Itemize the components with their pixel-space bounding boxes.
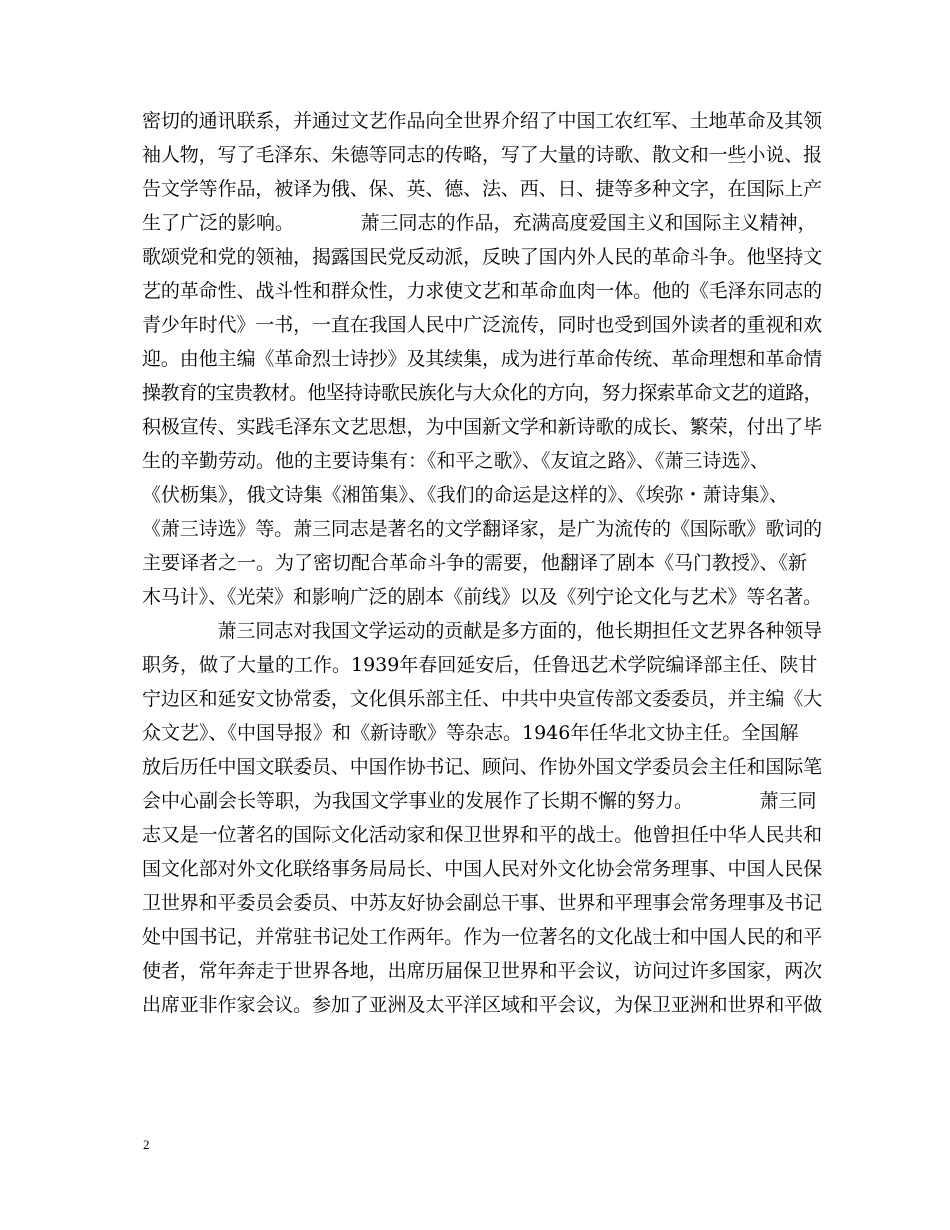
text-line: 出席亚非作家会议。参加了亚洲及太平洋区域和平会议，为保卫亚洲和世界和平做 (142, 994, 822, 1016)
text-line: 《伏枥集》，俄文诗集《湘笛集》、《我们的命运是这样的》、《埃弥・萧诗集》、 (142, 484, 789, 506)
text-line: 会中心副会长等职，为我国文学事业的发展作了长期不懈的努力。 萧三同 (142, 790, 817, 812)
text-line: 积极宣传、实践毛泽东文艺思想，为中国新文学和新诗歌的成长、繁荣，付出了毕 (142, 416, 822, 438)
page-number: 2 (143, 1137, 150, 1152)
text-line: 青少年时代》一书，一直在我国人民中广泛流传，同时也受到国外读者的重视和欢 (142, 314, 822, 336)
text-line: 萧三同志对我国文学运动的贡献是多方面的，他长期担任文艺界各种领导 (142, 620, 822, 642)
text-line: 主要译者之一。为了密切配合革命斗争的需要，他翻译了剧本《马门教授》、《新 (142, 552, 808, 574)
text-line: 生了广泛的影响。 萧三同志的作品，充满高度爱国主义和国际主义精神， (142, 212, 817, 234)
text-line: 《萧三诗选》等。萧三同志是著名的文学翻译家，是广为流传的《国际歌》歌词的 (142, 518, 822, 540)
text-line: 志又是一位著名的国际文化活动家和保卫世界和平的战士。他曾担任中华人民共和 (142, 824, 822, 846)
text-line: 国文化部对外文化联络事务局局长、中国人民对外文化协会常务理事、中国人民保 (142, 858, 822, 880)
text-line: 众文艺》、《中国导报》和《新诗歌》等杂志。1946年任华北文协主任。全国解 (142, 722, 799, 744)
text-line: 迎。由他主编《革命烈士诗抄》及其续集，成为进行革命传统、革命理想和革命情 (142, 348, 822, 370)
text-line: 处中国书记，并常驻书记处工作两年。作为一位著名的文化战士和中国人民的和平 (142, 926, 822, 948)
text-line: 使者，常年奔走于世界各地，出席历届保卫世界和平会议，访问过许多国家，两次 (142, 960, 822, 982)
text-line: 木马计》、《光荣》和影响广泛的剧本《前线》以及《列宁论文化与艺术》等名著。 (142, 586, 822, 608)
text-line: 生的辛勤劳动。他的主要诗集有：《和平之歌》、《友谊之路》、《萧三诗选》、 (142, 450, 770, 472)
text-line: 告文学等作品，被译为俄、保、英、德、法、西、日、捷等多种文字，在国际上产 (142, 178, 822, 200)
text-line: 放后历任中国文联委员、中国作协书记、顾问、作协外国文学委员会主任和国际笔 (142, 756, 822, 778)
text-line: 职务，做了大量的工作。1939年春回延安后，任鲁迅艺术学院编译部主任、陕甘 (142, 654, 818, 676)
text-line: 宁边区和延安文协常委，文化俱乐部主任、中共中央宣传部文委委员，并主编《大 (142, 688, 822, 710)
text-line: 艺的革命性、战斗性和群众性，力求使文艺和革命血肉一体。他的《毛泽东同志的 (142, 280, 822, 302)
text-line: 袖人物，写了毛泽东、朱德等同志的传略，写了大量的诗歌、散文和一些小说、报 (142, 144, 822, 166)
text-line: 卫世界和平委员会委员、中苏友好协会副总干事、世界和平理事会常务理事及书记 (142, 892, 822, 914)
text-line: 歌颂党和党的领袖，揭露国民党反动派，反映了国内外人民的革命斗争。他坚持文 (142, 246, 822, 268)
text-line: 密切的通讯联系，并通过文艺作品向全世界介绍了中国工农红军、土地革命及其领 (142, 110, 822, 132)
text-line: 操教育的宝贵教材。他坚持诗歌民族化与大众化的方向，努力探索革命文艺的道路， (142, 382, 822, 404)
